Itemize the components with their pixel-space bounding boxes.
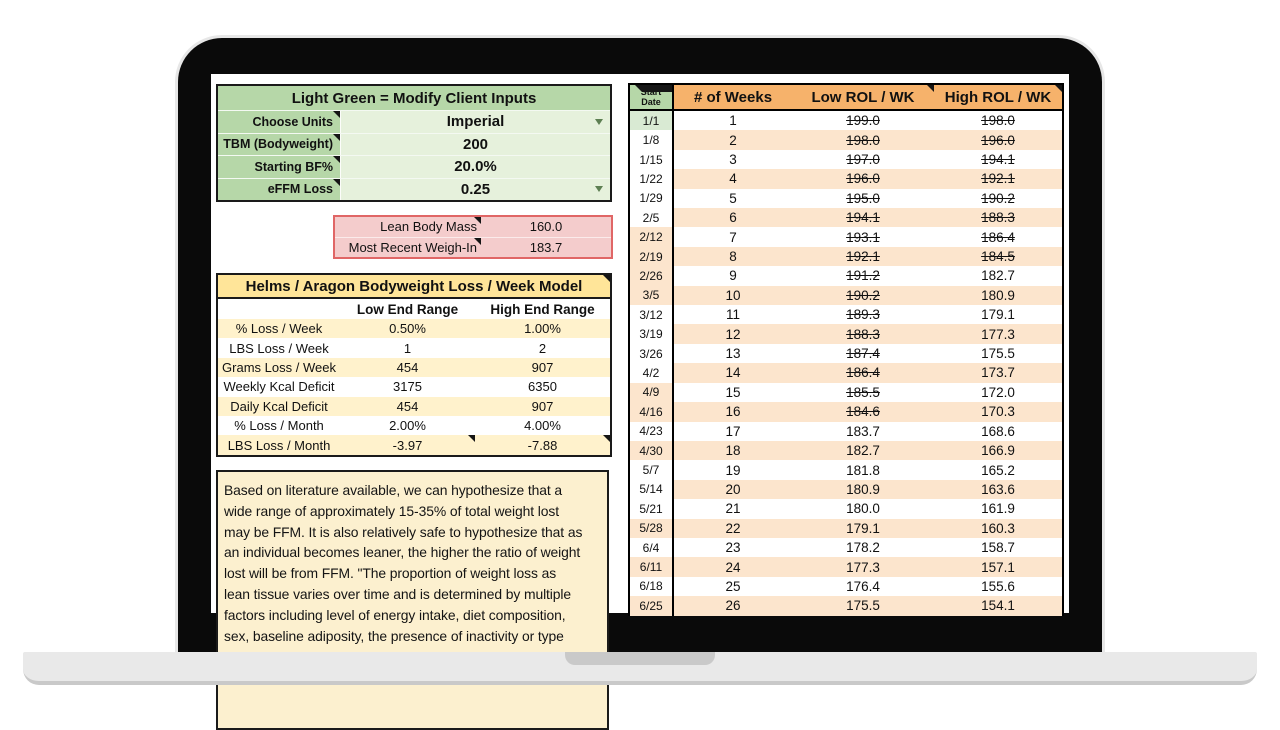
model-row-label: % Loss / Month xyxy=(234,418,324,434)
client-input-label: eFFM Loss xyxy=(218,179,340,201)
weeks-table-row xyxy=(630,169,1062,188)
num-weeks-cell: 15 xyxy=(725,384,741,400)
weeks-table-row xyxy=(630,383,1062,402)
low-rol-value: 186.4 xyxy=(846,365,880,381)
high-rol-cell xyxy=(934,324,1062,343)
model-row xyxy=(218,397,610,416)
weeks-table-row xyxy=(630,324,1062,343)
num-weeks-cell: 21 xyxy=(725,501,741,517)
high-rol-cell xyxy=(934,422,1062,441)
num-weeks-cell: 3 xyxy=(729,152,737,168)
high-rol-value: 182.7 xyxy=(981,268,1015,284)
client-inputs-title: Light Green = Modify Client Inputs xyxy=(291,89,537,107)
low-rol-cell xyxy=(792,363,934,382)
low-rol-value: 176.4 xyxy=(846,578,880,594)
client-input-row xyxy=(218,133,610,156)
num-weeks-cell: 20 xyxy=(674,480,792,499)
high-rol-value: 158.7 xyxy=(981,540,1015,556)
low-rol-cell xyxy=(792,402,934,421)
num-weeks-cell: 18 xyxy=(674,441,792,460)
start-date-cell: 3/12 xyxy=(630,305,674,324)
high-rol-cell xyxy=(934,402,1062,421)
weeks-table-row xyxy=(630,189,1062,208)
num-weeks-cell: 26 xyxy=(674,596,792,615)
high-rol-cell xyxy=(934,557,1062,576)
weeks-table-row xyxy=(630,150,1062,169)
comment-marker-icon xyxy=(927,85,934,92)
high-rol-cell xyxy=(934,596,1062,615)
client-input-value-cell[interactable]: 20.0% xyxy=(340,156,610,178)
high-rol-cell xyxy=(934,286,1062,305)
weeks-table-row xyxy=(630,499,1062,518)
weeks-table-row xyxy=(630,480,1062,499)
high-rol-value: 198.0 xyxy=(981,113,1015,129)
low-rol-value: 185.5 xyxy=(846,384,880,400)
dropdown-arrow-icon[interactable] xyxy=(595,186,603,192)
low-rol-cell xyxy=(792,266,934,285)
high-rol-value: 188.3 xyxy=(981,210,1015,226)
num-weeks-cell: 22 xyxy=(674,519,792,538)
model-row xyxy=(218,358,610,377)
stats-label: Most Recent Weigh-In xyxy=(335,238,481,258)
weeks-table-row xyxy=(630,208,1062,227)
high-rol-value: 155.6 xyxy=(981,578,1015,594)
num-weeks-cell: 14 xyxy=(674,363,792,382)
client-inputs-panel xyxy=(216,84,612,202)
num-weeks-cell: 11 xyxy=(725,307,740,323)
model-high-value: 6350 xyxy=(528,379,557,395)
model-table-title xyxy=(218,275,610,299)
num-weeks-cell: 2 xyxy=(674,130,792,149)
low-rol-value: 191.2 xyxy=(846,268,880,284)
comment-marker-icon xyxy=(603,435,610,442)
num-weeks-cell: 12 xyxy=(674,324,792,343)
client-input-label: TBM (Bodyweight) xyxy=(218,134,340,156)
laptop-screen xyxy=(211,74,1069,644)
start-date-cell: 3/26 xyxy=(630,344,674,363)
low-rol-value: 195.0 xyxy=(846,190,880,206)
low-rol-value: 180.0 xyxy=(846,501,880,517)
weeks-table-row xyxy=(630,441,1062,460)
start-date-cell: 6/11 xyxy=(630,557,674,576)
weeks-table-row xyxy=(630,305,1062,324)
low-rol-cell xyxy=(792,480,934,499)
model-row xyxy=(218,435,610,454)
num-weeks-header: # of Weeks xyxy=(674,85,792,109)
stats-row xyxy=(335,217,611,237)
start-date-cell: 4/2 xyxy=(630,363,674,382)
note-line: wide range of approximately 15-35% of total weight lost xyxy=(224,502,560,519)
model-row-label: Daily Kcal Deficit xyxy=(230,398,328,414)
low-rol-cell xyxy=(792,557,934,576)
high-rol-value: 175.5 xyxy=(981,346,1015,362)
start-date-cell: 6/18 xyxy=(630,577,674,596)
high-rol-cell xyxy=(934,519,1062,538)
high-rol-value: 166.9 xyxy=(981,443,1015,459)
start-date-cell: 1/22 xyxy=(630,169,674,188)
high-rol-value: 161.9 xyxy=(981,501,1015,517)
note-line: may be FFM. It is also relatively safe to hypothesize that as xyxy=(224,523,583,540)
num-weeks-cell: 13 xyxy=(725,346,741,362)
low-rol-value: 199.0 xyxy=(846,113,880,129)
weeks-table-row xyxy=(630,344,1062,363)
low-rol-cell xyxy=(792,441,934,460)
low-rol-value: 188.3 xyxy=(846,326,880,342)
low-rol-cell xyxy=(792,305,934,324)
low-rol-value: 194.1 xyxy=(846,210,880,226)
client-input-row xyxy=(218,155,610,178)
model-high-value: 1.00% xyxy=(524,321,561,337)
high-rol-cell xyxy=(934,208,1062,227)
dropdown-arrow-icon[interactable] xyxy=(595,119,603,125)
model-low-value: 454 xyxy=(396,398,419,414)
model-low-value: 1 xyxy=(403,340,412,356)
high-rol-value: 190.2 xyxy=(981,190,1015,206)
ffm-note-block xyxy=(216,470,609,730)
start-date-cell: 4/23 xyxy=(630,422,674,441)
weeks-table-row xyxy=(630,538,1062,557)
low-rol-value: 183.7 xyxy=(846,423,880,439)
low-rol-cell xyxy=(792,519,934,538)
note-line: sex, baseline adiposity, the presence of inactivity or type xyxy=(224,627,564,644)
high-rol-value: 179.1 xyxy=(981,307,1015,323)
high-rol-value: 172.0 xyxy=(981,384,1015,400)
low-rol-value: 184.6 xyxy=(846,404,880,420)
weeks-table-row xyxy=(630,402,1062,421)
low-rol-value: 175.5 xyxy=(846,598,880,614)
client-input-value-cell[interactable]: Imperial xyxy=(340,111,610,133)
model-row xyxy=(218,338,610,357)
start-date-cell: 2/19 xyxy=(630,247,674,266)
comment-marker-icon xyxy=(333,134,340,141)
low-rol-value: 197.0 xyxy=(846,152,880,168)
low-rol-cell xyxy=(792,383,934,402)
model-row-label: LBS Loss / Month xyxy=(227,437,331,453)
num-weeks-cell: 19 xyxy=(725,462,741,478)
high-rol-cell xyxy=(934,266,1062,285)
client-input-value-cell[interactable]: 0.25 xyxy=(340,179,610,201)
low-rol-header: Low ROL / WK xyxy=(792,85,934,109)
weeks-table-row xyxy=(630,286,1062,305)
model-table-title-text: Helms / Aragon Bodyweight Loss / Week Model xyxy=(245,277,583,295)
weeks-table-row xyxy=(630,519,1062,538)
high-rol-cell xyxy=(934,577,1062,596)
low-rol-value: 177.3 xyxy=(846,559,880,575)
start-date-cell: 5/14 xyxy=(630,480,674,499)
comment-marker-icon xyxy=(474,238,481,245)
client-inputs-rows xyxy=(218,110,610,200)
high-rol-value: 165.2 xyxy=(981,462,1015,478)
low-rol-cell xyxy=(792,208,934,227)
model-col-high-header: High End Range xyxy=(490,301,595,317)
low-rol-cell xyxy=(792,189,934,208)
high-rol-value: 170.3 xyxy=(981,404,1015,420)
high-rol-cell xyxy=(934,460,1062,479)
num-weeks-cell: 17 xyxy=(725,423,741,439)
low-rol-cell xyxy=(792,130,934,149)
model-low-value: 0.50% xyxy=(389,321,426,337)
low-rol-value: 193.1 xyxy=(846,229,880,245)
high-rol-cell xyxy=(934,363,1062,382)
start-date-cell: 2/12 xyxy=(630,227,674,246)
num-weeks-cell: 5 xyxy=(729,190,737,206)
low-rol-value: 180.9 xyxy=(846,481,880,497)
stats-rows xyxy=(335,217,611,257)
comment-marker-icon xyxy=(333,156,340,163)
note-line: factors including level of energy intake, diet composition, xyxy=(224,606,566,623)
comment-marker-icon xyxy=(474,217,481,224)
weeks-table-row xyxy=(630,247,1062,266)
model-table-rows xyxy=(218,319,610,455)
start-date-cell: 4/16 xyxy=(630,402,674,421)
model-row-label: LBS Loss / Week xyxy=(229,340,329,356)
note-line: an individual becomes leaner, the higher the ratio of weight xyxy=(224,544,581,561)
model-row xyxy=(218,377,610,396)
num-weeks-cell: 6 xyxy=(674,208,792,227)
start-date-cell: 5/7 xyxy=(630,460,674,479)
low-rol-cell xyxy=(792,422,934,441)
weeks-table-row xyxy=(630,130,1062,149)
low-rol-cell xyxy=(792,169,934,188)
start-date-cell: 1/8 xyxy=(630,130,674,149)
weeks-table-row xyxy=(630,596,1062,615)
low-rol-value: 178.2 xyxy=(846,540,880,556)
num-weeks-cell: 4 xyxy=(674,169,792,188)
start-date-cell: 6/25 xyxy=(630,596,674,615)
high-rol-cell xyxy=(934,305,1062,324)
low-rol-value: 187.4 xyxy=(846,346,880,362)
low-rol-cell xyxy=(792,227,934,246)
client-input-value-cell[interactable]: 200 xyxy=(340,134,610,156)
high-rol-cell xyxy=(934,227,1062,246)
low-rol-value: 182.7 xyxy=(846,443,880,459)
weekly-rate-of-loss-table xyxy=(628,83,1064,616)
low-rol-cell xyxy=(792,596,934,615)
num-weeks-cell: 8 xyxy=(674,247,792,266)
high-rol-cell xyxy=(934,130,1062,149)
weeks-table-row xyxy=(630,422,1062,441)
weeks-table-row xyxy=(630,363,1062,382)
low-rol-cell xyxy=(792,538,934,557)
model-low-value: -3.97 xyxy=(340,435,475,454)
start-date-cell: 4/9 xyxy=(630,383,674,402)
low-rol-value: 196.0 xyxy=(846,171,880,187)
high-rol-value: 157.1 xyxy=(981,559,1015,575)
comment-marker-icon xyxy=(333,179,340,186)
num-weeks-cell: 10 xyxy=(674,286,792,305)
model-row xyxy=(218,416,610,435)
low-rol-cell xyxy=(792,247,934,266)
low-rol-cell xyxy=(792,150,934,169)
high-rol-value: 180.9 xyxy=(981,287,1015,303)
model-table xyxy=(216,273,612,457)
low-rol-cell xyxy=(792,111,934,130)
start-date-cell: 1/1 xyxy=(630,111,674,130)
weeks-table-row xyxy=(630,557,1062,576)
stats-value: 183.7 xyxy=(529,239,563,255)
num-weeks-cell: 9 xyxy=(729,268,737,284)
high-rol-cell xyxy=(934,189,1062,208)
start-date-cell: 2/26 xyxy=(630,266,674,285)
ffm-note-text xyxy=(224,480,601,646)
high-rol-cell xyxy=(934,344,1062,363)
model-col-low-header: Low End Range xyxy=(356,301,459,317)
high-rol-value: 160.3 xyxy=(981,520,1015,536)
model-high-value: 2 xyxy=(538,340,547,356)
model-row xyxy=(218,319,610,338)
model-high-value: -7.88 xyxy=(475,435,610,454)
note-line: lost will be from FFM. "The proportion of weight loss as xyxy=(224,565,557,582)
weeks-table-row xyxy=(630,460,1062,479)
low-rol-value: 198.0 xyxy=(846,132,880,148)
high-rol-cell xyxy=(934,111,1062,130)
start-date-header: Start Date xyxy=(630,85,674,109)
low-rol-value: 190.2 xyxy=(846,287,880,303)
start-date-cell: 1/29 xyxy=(630,189,674,208)
low-rol-cell xyxy=(792,460,934,479)
high-rol-value: 177.3 xyxy=(981,326,1015,342)
high-rol-cell xyxy=(934,499,1062,518)
weeks-table-header xyxy=(630,85,1062,111)
start-date-cell: 4/30 xyxy=(630,441,674,460)
high-rol-cell xyxy=(934,480,1062,499)
note-line: lean tissue varies over time and is determined by multiple xyxy=(224,585,572,602)
model-row-label: Grams Loss / Week xyxy=(222,359,336,375)
note-line: Based on literature available, we can hypothesize that a xyxy=(224,482,563,498)
high-rol-cell xyxy=(934,538,1062,557)
weeks-table-rows xyxy=(630,111,1062,616)
model-row-label: Weekly Kcal Deficit xyxy=(223,379,335,395)
high-rol-value: 168.6 xyxy=(981,423,1015,439)
weeks-table-row xyxy=(630,266,1062,285)
low-rol-value: 181.8 xyxy=(846,462,880,478)
high-rol-cell xyxy=(934,150,1062,169)
stats-panel xyxy=(333,215,613,259)
num-weeks-cell: 25 xyxy=(725,578,741,594)
laptop-notch xyxy=(565,652,715,665)
model-high-value: 907 xyxy=(531,398,554,414)
start-date-cell: 3/5 xyxy=(630,286,674,305)
high-rol-cell xyxy=(934,169,1062,188)
comment-marker-icon xyxy=(333,111,340,118)
high-rol-value: 192.1 xyxy=(981,171,1015,187)
num-weeks-cell: 24 xyxy=(674,557,792,576)
high-rol-value: 154.1 xyxy=(981,598,1015,614)
high-rol-value: 163.6 xyxy=(981,481,1015,497)
client-input-row xyxy=(218,110,610,133)
model-low-value: 454 xyxy=(396,359,419,375)
model-high-value: 4.00% xyxy=(524,418,561,434)
start-date-cell: 2/5 xyxy=(630,208,674,227)
comment-marker-icon xyxy=(635,85,672,92)
start-date-cell: 3/19 xyxy=(630,324,674,343)
low-rol-cell xyxy=(792,286,934,305)
model-table-column-headers xyxy=(218,299,610,319)
high-rol-cell xyxy=(934,247,1062,266)
high-rol-value: 196.0 xyxy=(981,132,1015,148)
weeks-table-row xyxy=(630,577,1062,596)
model-row-label: % Loss / Week xyxy=(235,321,323,337)
high-rol-value: 173.7 xyxy=(981,365,1015,381)
start-date-cell: 6/4 xyxy=(630,538,674,557)
client-input-row xyxy=(218,178,610,201)
low-rol-value: 179.1 xyxy=(846,520,880,536)
num-weeks-cell: 7 xyxy=(729,229,737,245)
high-rol-value: 184.5 xyxy=(981,249,1015,265)
low-rol-cell xyxy=(792,499,934,518)
client-input-label: Starting BF% xyxy=(218,156,340,178)
weeks-table-row xyxy=(630,227,1062,246)
num-weeks-cell: 23 xyxy=(725,540,741,556)
stats-label: Lean Body Mass xyxy=(335,217,481,237)
start-date-cell: 5/21 xyxy=(630,499,674,518)
comment-marker-icon xyxy=(468,435,475,442)
model-low-value: 2.00% xyxy=(389,418,426,434)
low-rol-cell xyxy=(792,577,934,596)
model-low-value: 3175 xyxy=(393,379,422,395)
start-date-cell: 1/15 xyxy=(630,150,674,169)
high-rol-value: 186.4 xyxy=(981,229,1015,245)
stats-value: 160.0 xyxy=(529,219,563,235)
client-input-label: Choose Units xyxy=(218,111,340,133)
num-weeks-cell: 1 xyxy=(729,113,737,129)
low-rol-value: 192.1 xyxy=(846,249,880,265)
low-rol-cell xyxy=(792,324,934,343)
start-date-cell: 5/28 xyxy=(630,519,674,538)
num-weeks-cell: 16 xyxy=(674,402,792,421)
stats-row xyxy=(335,237,611,258)
low-rol-value: 189.3 xyxy=(846,307,880,323)
high-rol-value: 194.1 xyxy=(981,152,1015,168)
comment-marker-icon xyxy=(1055,85,1062,92)
low-rol-cell xyxy=(792,344,934,363)
comment-marker-icon xyxy=(603,275,610,282)
high-rol-cell xyxy=(934,441,1062,460)
high-rol-cell xyxy=(934,383,1062,402)
high-rol-header: High ROL / WK xyxy=(934,85,1062,109)
model-high-value: 907 xyxy=(531,359,554,375)
weeks-table-row xyxy=(630,111,1062,130)
